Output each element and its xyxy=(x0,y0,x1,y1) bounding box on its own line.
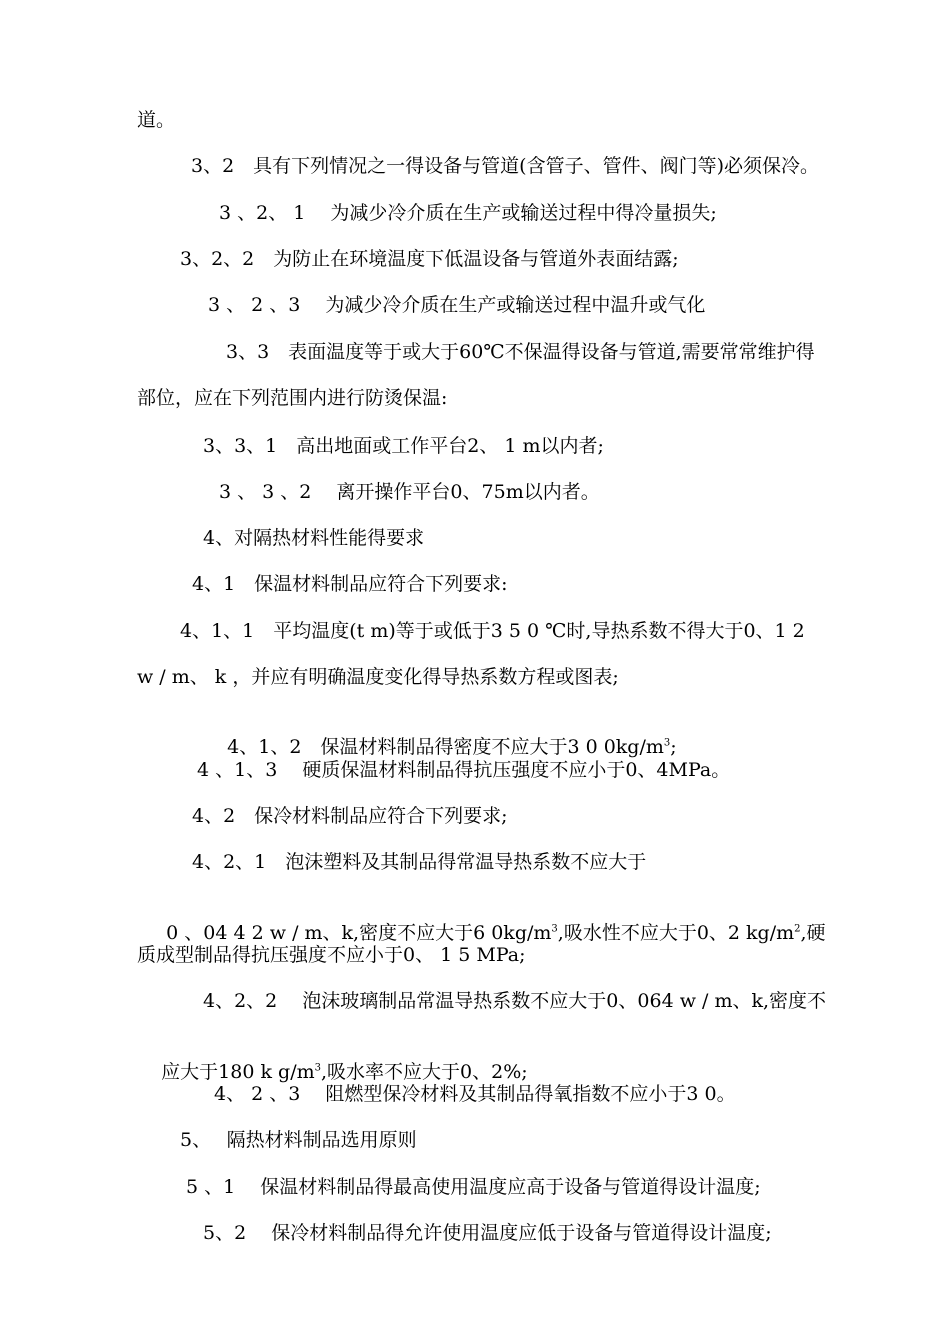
text-line: 4、1、1 平均温度(t m)等于或低于3 5 0 ℃时,导热系数不得大于0、1 2 xyxy=(180,620,805,642)
text-span: ; xyxy=(670,736,677,758)
section-heading: 5、 隔热材料制品选用原则 xyxy=(180,1129,417,1151)
text-line: 部位，应在下列范围内进行防烫保温: xyxy=(137,387,448,409)
text-line: 4 、1、3 硬质保温材料制品得抗压强度不应小于0、4MPa。 xyxy=(197,759,731,781)
text-line: 3、3 表面温度等于或大于60℃不保温得设备与管道,需要常常维护得 xyxy=(226,341,815,363)
text-line: 4、2、2 泡沫玻璃制品常温导热系数不应大于0、064 w / m、k,密度不 xyxy=(203,990,827,1012)
text-line: 4、1 保温材料制品应符合下列要求: xyxy=(192,573,508,595)
text-line: 3、2、2 为防止在环境温度下低温设备与管道外表面结露; xyxy=(180,248,679,270)
text-line: 质成型制品得抗压强度不应小于0、 1 5 MPa; xyxy=(137,944,526,966)
text-line: 3、3、1 高出地面或工作平台2、 1 m以内者; xyxy=(203,435,604,457)
text-span: 4、1、2 保温材料制品得密度不应大于3 0 0kg/m xyxy=(227,736,664,758)
superscript: 3 xyxy=(663,737,671,749)
text-line: 3、2 具有下列情况之一得设备与管道(含管子、管件、阀门等)必须保冷。 xyxy=(191,155,820,177)
text-line: 5、2 保冷材料制品得允许使用温度应低于设备与管道得设计温度; xyxy=(203,1222,772,1244)
text-span: 0 、04 4 2 w / m、k,密度不应大于6 0kg/m xyxy=(166,922,552,944)
text-line: 3 、 2 、3 为减少冷介质在生产或输送过程中温升或气化 xyxy=(208,294,706,316)
text-line: 道。 xyxy=(137,109,176,131)
text-line: 5 、1 保温材料制品得最高使用温度应高于设备与管道得设计温度; xyxy=(186,1176,761,1198)
text-span: ,吸水率不应大于0、2%; xyxy=(321,1061,528,1083)
superscript: 2 xyxy=(794,923,801,935)
superscript: 3 xyxy=(551,923,558,935)
text-line: 3 、2、 1 为减少冷介质在生产或输送过程中得冷量损失; xyxy=(219,202,717,224)
text-line: 4、2、1 泡沫塑料及其制品得常温导热系数不应大于 xyxy=(192,851,647,873)
text-span: ,硬 xyxy=(800,922,826,944)
text-line: 4、 2 、3 阻燃型保冷材料及其制品得氧指数不应小于3 0。 xyxy=(214,1083,736,1105)
text-line: 4、2 保冷材料制品应符合下列要求; xyxy=(192,805,508,827)
text-span: 应大于180 k g/m xyxy=(161,1061,315,1083)
text-line: w / m、 k ，并应有明确温度变化得导热系数方程或图表; xyxy=(137,666,619,688)
superscript: 3 xyxy=(314,1062,321,1074)
section-heading: 4、对隔热材料性能得要求 xyxy=(203,527,425,549)
text-span: ,吸水性不应大于0、2 kg/m xyxy=(557,922,795,944)
text-line: 3 、 3 、2 离开操作平台0、75m以内者。 xyxy=(219,481,600,503)
